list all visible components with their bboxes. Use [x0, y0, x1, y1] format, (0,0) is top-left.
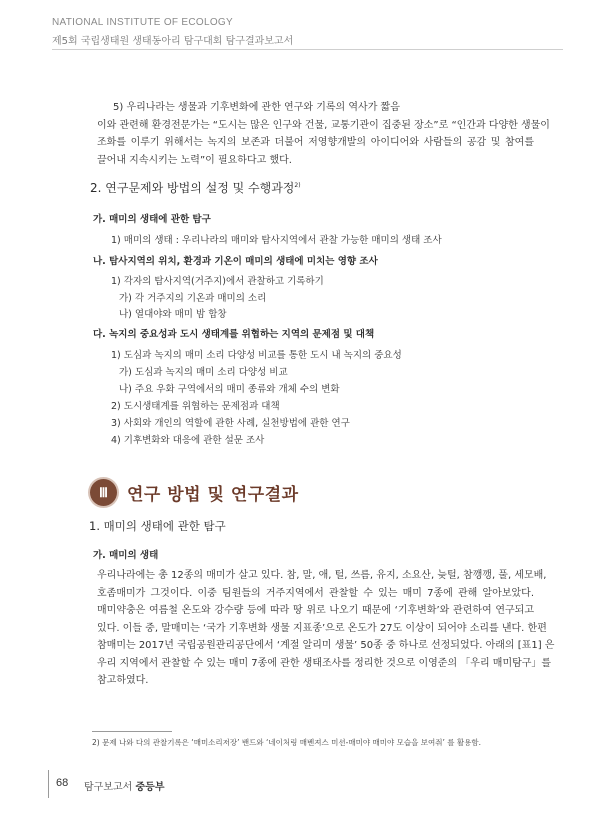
outline-item: 1) 도심과 녹지의 매미 소리 다양성 비교를 통한 도시 내 녹지의 중요성 [111, 350, 402, 361]
footer-level-label: 중등부 [135, 782, 165, 793]
subheading-na: 나. 탐사지역의 위치, 환경과 기온이 매미의 생태에 미치는 영향 조사 [93, 256, 378, 267]
footnote-marker: 2) [294, 182, 301, 189]
outline-item: 3) 사회와 개인의 역할에 관한 사례, 실천방법에 관한 연구 [111, 418, 350, 429]
body-line: 참매미는 2017년 국립공원관리공단에서 ‘계절 알리미 생물’ 50종 중 하나로 선정되었다. 아래의 [표1] 은 [97, 640, 555, 651]
outline-subitem: 나) 열대야와 매미 밤 합창 [119, 309, 227, 320]
header-org-name: NATIONAL INSTITUTE OF ECOLOGY [52, 17, 233, 28]
body-line: 있다. 이들 중, 말매미는 ‘국가 기후변화 생물 지표종’으로 온도가 27도 이상이 되어야 소리를 낸다. 한편 [97, 622, 547, 634]
body-line: 호좀매미가 그것이다. 이중 팀원들의 거주지역에서 관찰할 수 있는 매미 7종에 관해 알아보았다. [97, 587, 534, 599]
body-line: 참고하였다. [97, 675, 149, 686]
intro-line: 5) 우리나라는 생물과 기후변화에 관한 연구와 기록의 역사가 짧음 [113, 102, 400, 113]
subheading-ga: 가. 매미의 생태에 관한 탐구 [93, 214, 211, 225]
outline-item: 2) 도시생태계를 위협하는 문제점과 대책 [111, 401, 280, 412]
section-heading: 1. 매미의 생태에 관한 탐구 [89, 519, 226, 533]
header-divider [52, 49, 563, 50]
footer-label [84, 778, 164, 793]
footer-report-label: 탐구보고서 [84, 782, 133, 793]
body-line: 매미약충은 여름철 온도와 강수량 등에 따라 땅 위로 나오기 때문에 ‘기후변화’와 관련하여 연구되고 [97, 605, 534, 616]
chapter-numeral-badge: Ⅲ [90, 479, 117, 506]
body-paragraph [97, 567, 555, 690]
intro-line: 끌어내 지속시키는 노력”이 필요하다고 했다. [97, 154, 292, 166]
subheading-ga: 가. 매미의 생태 [93, 550, 159, 561]
footnote-divider [92, 731, 172, 732]
outline-subitem: 나) 주요 우화 구역에서의 매미 종류와 개체 수의 변화 [119, 384, 340, 395]
footer-divider [48, 770, 49, 798]
body-line: 우리 지역에서 관찰할 수 있는 매미 7종에 관한 생태조사를 정리한 것으로 이영준의 「우리 매미탐구」를 [97, 657, 552, 669]
footnote: 2) 문제 나와 다의 관찰기록은 ‘매미소리저장’ 밴드와 ‘네이처링 매벤져스 미션-매미야 매미야 모습을 보여줘’ 를 활용함. [92, 738, 481, 747]
subheading-da: 다. 녹지의 중요성과 도시 생태계를 위협하는 지역의 문제점 및 대책 [93, 329, 375, 340]
outline-subitem: 가) 각 거주지의 기온과 매미의 소리 [119, 293, 267, 304]
intro-line: 조화를 이루기 위해서는 녹지의 보존과 더불어 저영향개발의 아이디어와 사람들의 공감 및 참여를 [97, 137, 534, 148]
outline-item: 1) 매미의 생태 : 우리나라의 매미와 탐사지역에서 관찰 가능한 매미의 생태 조사 [111, 235, 442, 246]
body-line: 우리나라에는 총 12종의 매미가 살고 있다. 참, 말, 애, 털, 쓰름, 유지, 소요산, 늦털, 참깽깽, 풀, 세모배, [97, 570, 547, 581]
section-heading-text: 2. 연구문제와 방법의 설정 및 수행과정 [90, 181, 295, 195]
chapter-banner [90, 479, 540, 507]
outline-subitem: 가) 도심과 녹지의 매미 소리 다양성 비교 [119, 367, 288, 378]
header-report-title: 제5회 국립생태원 생태동아리 탐구대회 탐구결과보고서 [52, 36, 294, 47]
section-heading [90, 179, 301, 196]
intro-line: 이와 관련해 환경전문가는 “도시는 많은 인구와 건물, 교통기관이 집중된 장소”로 “인간과 다양한 생물이 [97, 119, 550, 131]
outline-item: 1) 각자의 탐사지역(거주지)에서 관찰하고 기록하기 [111, 276, 324, 287]
chapter-title: 연구 방법 및 연구결과 [127, 485, 299, 505]
intro-paragraph [97, 99, 550, 169]
page-number: 68 [56, 777, 69, 789]
outline-item: 4) 기후변화와 대응에 관한 설문 조사 [111, 435, 265, 446]
